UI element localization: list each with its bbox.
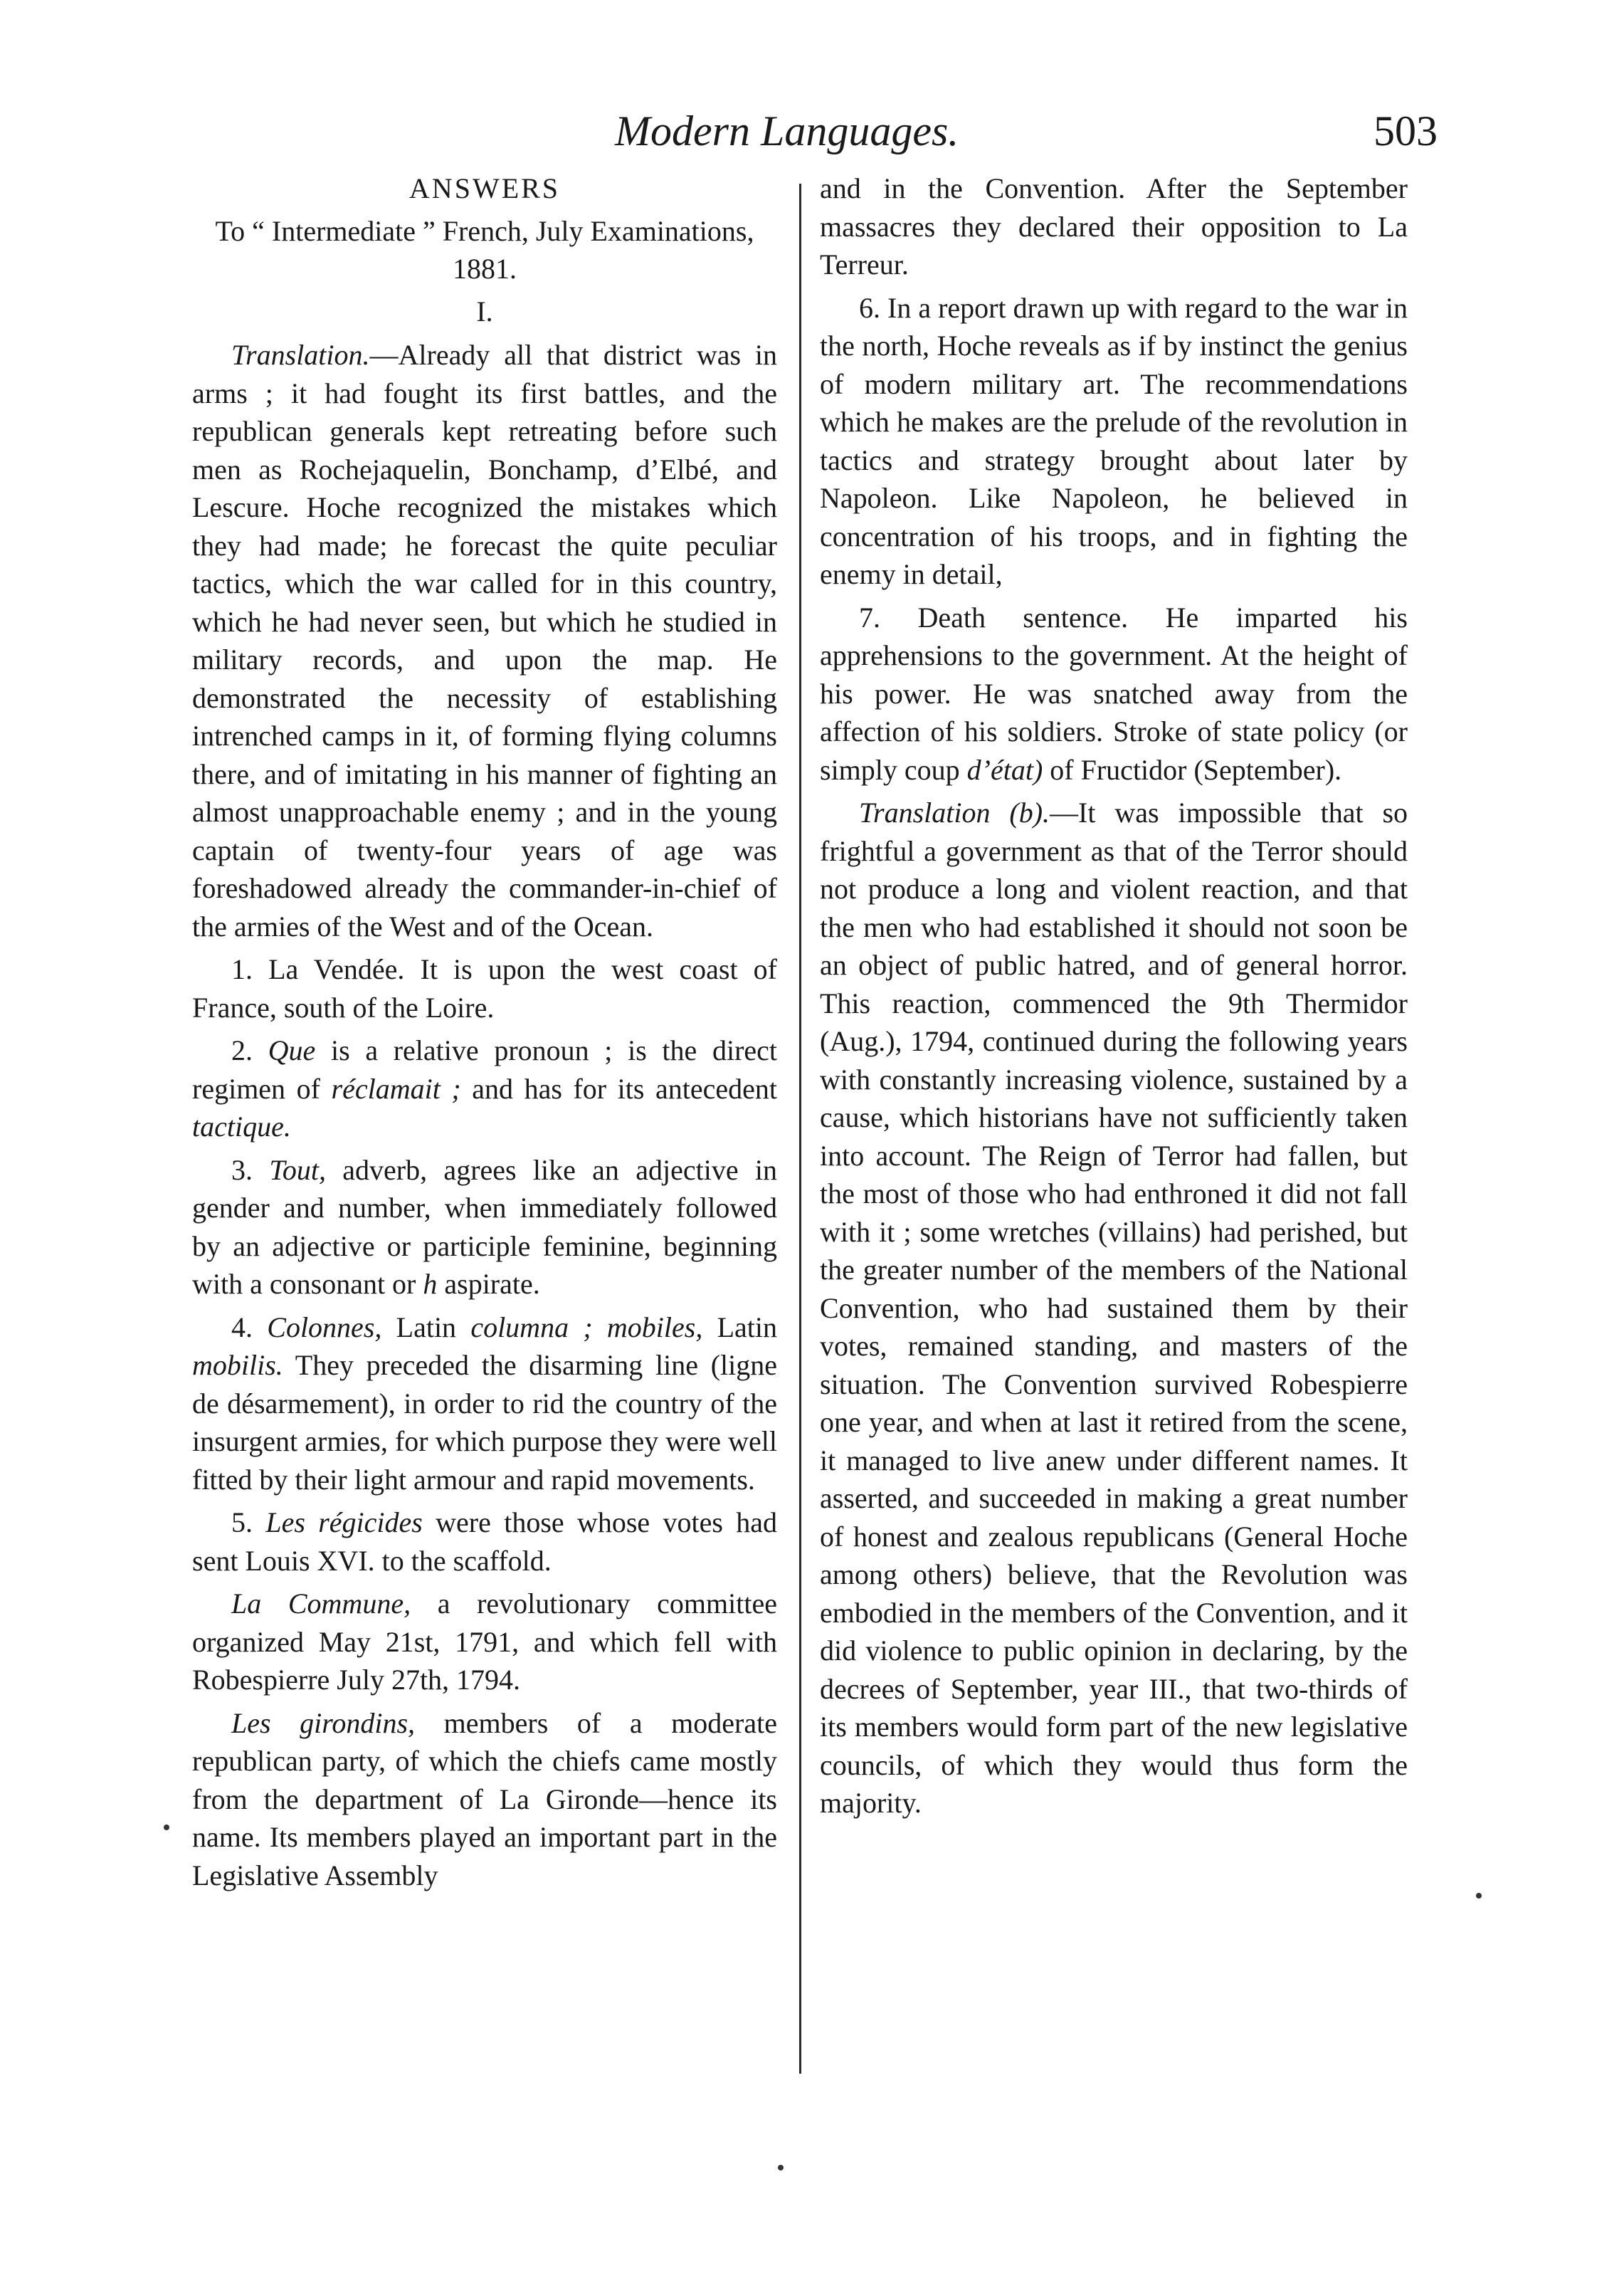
translation-text: —Already all that district was in arms ; it had fought its first battles, and the republican generals kept retreating before such men as Rochejaquelin, Bonchamp, d’Elbé, and Lescure. Hoche recognized the mistakes which they had made; he forecast the quite peculiar tactics, which the war called for in this country, which he had never seen, but which he studied in military records, and upon the map. He demonstrated the necessity of establishing intrenched camps in it, of forming flying columns there, and of imitating in his manner of fighting an almost unapproachable enemy ; and in the young captain of twenty-four years of age was foreshadowed already the commander-in-chief of the armies of the West and of the Ocean. <box>192 339 777 943</box>
column-divider <box>799 184 801 2074</box>
running-head: Modern Languages. <box>615 107 959 154</box>
answer-4 <box>192 1308 777 1499</box>
answer-2-term: tactique. <box>192 1111 291 1143</box>
answer-3-term: Tout, <box>269 1153 326 1186</box>
girondins-text: members of a moderate republican party, of which the chiefs came mostly from the department of La Gironde—hence its name. Its members played an important part in the Legislative Assembly <box>192 1706 777 1891</box>
answer-7-text: of Fructidor (September). <box>1043 753 1342 786</box>
translation-b-paragraph <box>820 794 1408 1822</box>
answer-7 <box>820 599 1408 789</box>
answer-4-term: Colonnes, <box>267 1311 382 1343</box>
answer-6: 6. In a report drawn up with regard to the war in the north, Hoche reveals as if by instinct the genius of modern military art. The recommendations which he makes are the prelude of the revolution in tactics and strategy brought about later by Napoleon. Like Napoleon, he believed in concentration of his troops, and in fighting the enemy in detail, <box>820 291 1408 590</box>
answer-1: 1. La Vendée. It is upon the west coast of France, south of the Loire. <box>192 953 777 1024</box>
section-subheading: To “ Intermediate ” French, July Examinations, 1881. <box>215 214 754 285</box>
answer-2-text: and has for its antecedent <box>460 1072 777 1105</box>
answer-4-text: Latin <box>381 1311 471 1343</box>
answer-4-term: mobilis. <box>192 1349 283 1381</box>
answer-4-text: Latin <box>702 1311 777 1343</box>
answer-2-term: réclamait ; <box>331 1072 461 1105</box>
answer-4-text: They preceded the disarming line (ligne de désarmement), in order to rid the country of the insurgent armies, for which purpose they were well fitted by their light armour and rapid movements. <box>192 1349 777 1496</box>
print-speck <box>164 1825 169 1830</box>
left-column <box>192 169 777 1899</box>
answer-4-term: columna ; mobiles, <box>470 1311 703 1343</box>
answer-3-number: 3. <box>231 1153 270 1186</box>
commune-term: La Commune, <box>231 1587 411 1620</box>
answer-5-term: Les régicides <box>265 1506 423 1538</box>
answer-2-term: Que <box>268 1034 316 1066</box>
answer-2-text: is a relative pronoun ; is the direct regimen of <box>192 1034 778 1105</box>
answer-7-term: d’état) <box>966 753 1043 786</box>
answer-2-number: 2. <box>231 1034 268 1066</box>
answer-5-number: 5. <box>231 1506 266 1538</box>
section-numeral: I. <box>476 295 493 327</box>
print-speck <box>778 2165 784 2170</box>
answer-3-text: adverb, agrees like an adjective in gender and number, when immediately followed by an adjective or participle feminine, beginning with a consonant or <box>192 1153 778 1300</box>
page-header <box>0 107 1624 171</box>
page-number: 503 <box>1373 107 1438 154</box>
answer-3 <box>192 1151 777 1303</box>
girondins-term: Les girondins, <box>231 1706 416 1739</box>
right-column <box>820 169 1408 1827</box>
answer-7-text: 7. Death sentence. He imparted his apprehensions to the government. At the height of his power. He was snatched away from the affection of his soldiers. Stroke of state policy (or simply coup <box>820 601 1408 786</box>
translation-b-marker: (b). <box>1009 797 1050 829</box>
translation-paragraph <box>192 336 777 945</box>
translation-label: Translation. <box>231 339 370 371</box>
commune-text: a revolutionary committee organized May 21st, 1791, and which fell with Robespierre July 27th, 1794. <box>192 1587 777 1696</box>
answer-2 <box>192 1031 777 1146</box>
translation-b-text: —It was impossible that so frightful a government as that of the Terror should not produce a long and violent reaction, and that the men who had established it should not soon be an object of public hatred, and of general horror. This reaction, commenced the 9th Thermidor (Aug.), 1794, continued during the following years with constantly increasing violence, sustained by a cause, which historians have not sufficiently taken into account. The Reign of Terror had fallen, but the most of those who had enthroned it did not fall with it ; some wretches (villains) had perished, but the greater number of the members of the National Convention, who had sustained them by their votes, remained standing, and masters of the situation. The Convention survived Robespierre one year, and when at last it retired from the scene, it managed to live anew under different names. It asserted, and succeeded in making a great number of honest and zealous republicans (General Hoche among others) believe, that the Revolution was embodied in the members of the Convention, and it did violence to public opinion in declaring, by the decrees of September, year III., that two-thirds of its members would form part of the new legislative councils, of which they would thus form the majority. <box>820 797 1408 1819</box>
translation-b-label: Translation <box>859 797 991 829</box>
commune-paragraph <box>192 1585 777 1699</box>
answer-4-number: 4. <box>231 1311 268 1343</box>
section-heading: ANSWERS <box>408 172 561 204</box>
continuation-paragraph: and in the Convention. After the September massacres they declared their opposition to La Terreur. <box>820 172 1408 280</box>
print-speck <box>1476 1893 1482 1899</box>
answer-5-text: were those whose votes had sent Louis XVI. to the scaffold. <box>192 1506 778 1577</box>
girondins-paragraph <box>192 1704 777 1895</box>
answer-5 <box>192 1503 777 1580</box>
answer-3-letter: h <box>423 1268 438 1300</box>
answer-3-text: aspirate. <box>437 1268 540 1300</box>
